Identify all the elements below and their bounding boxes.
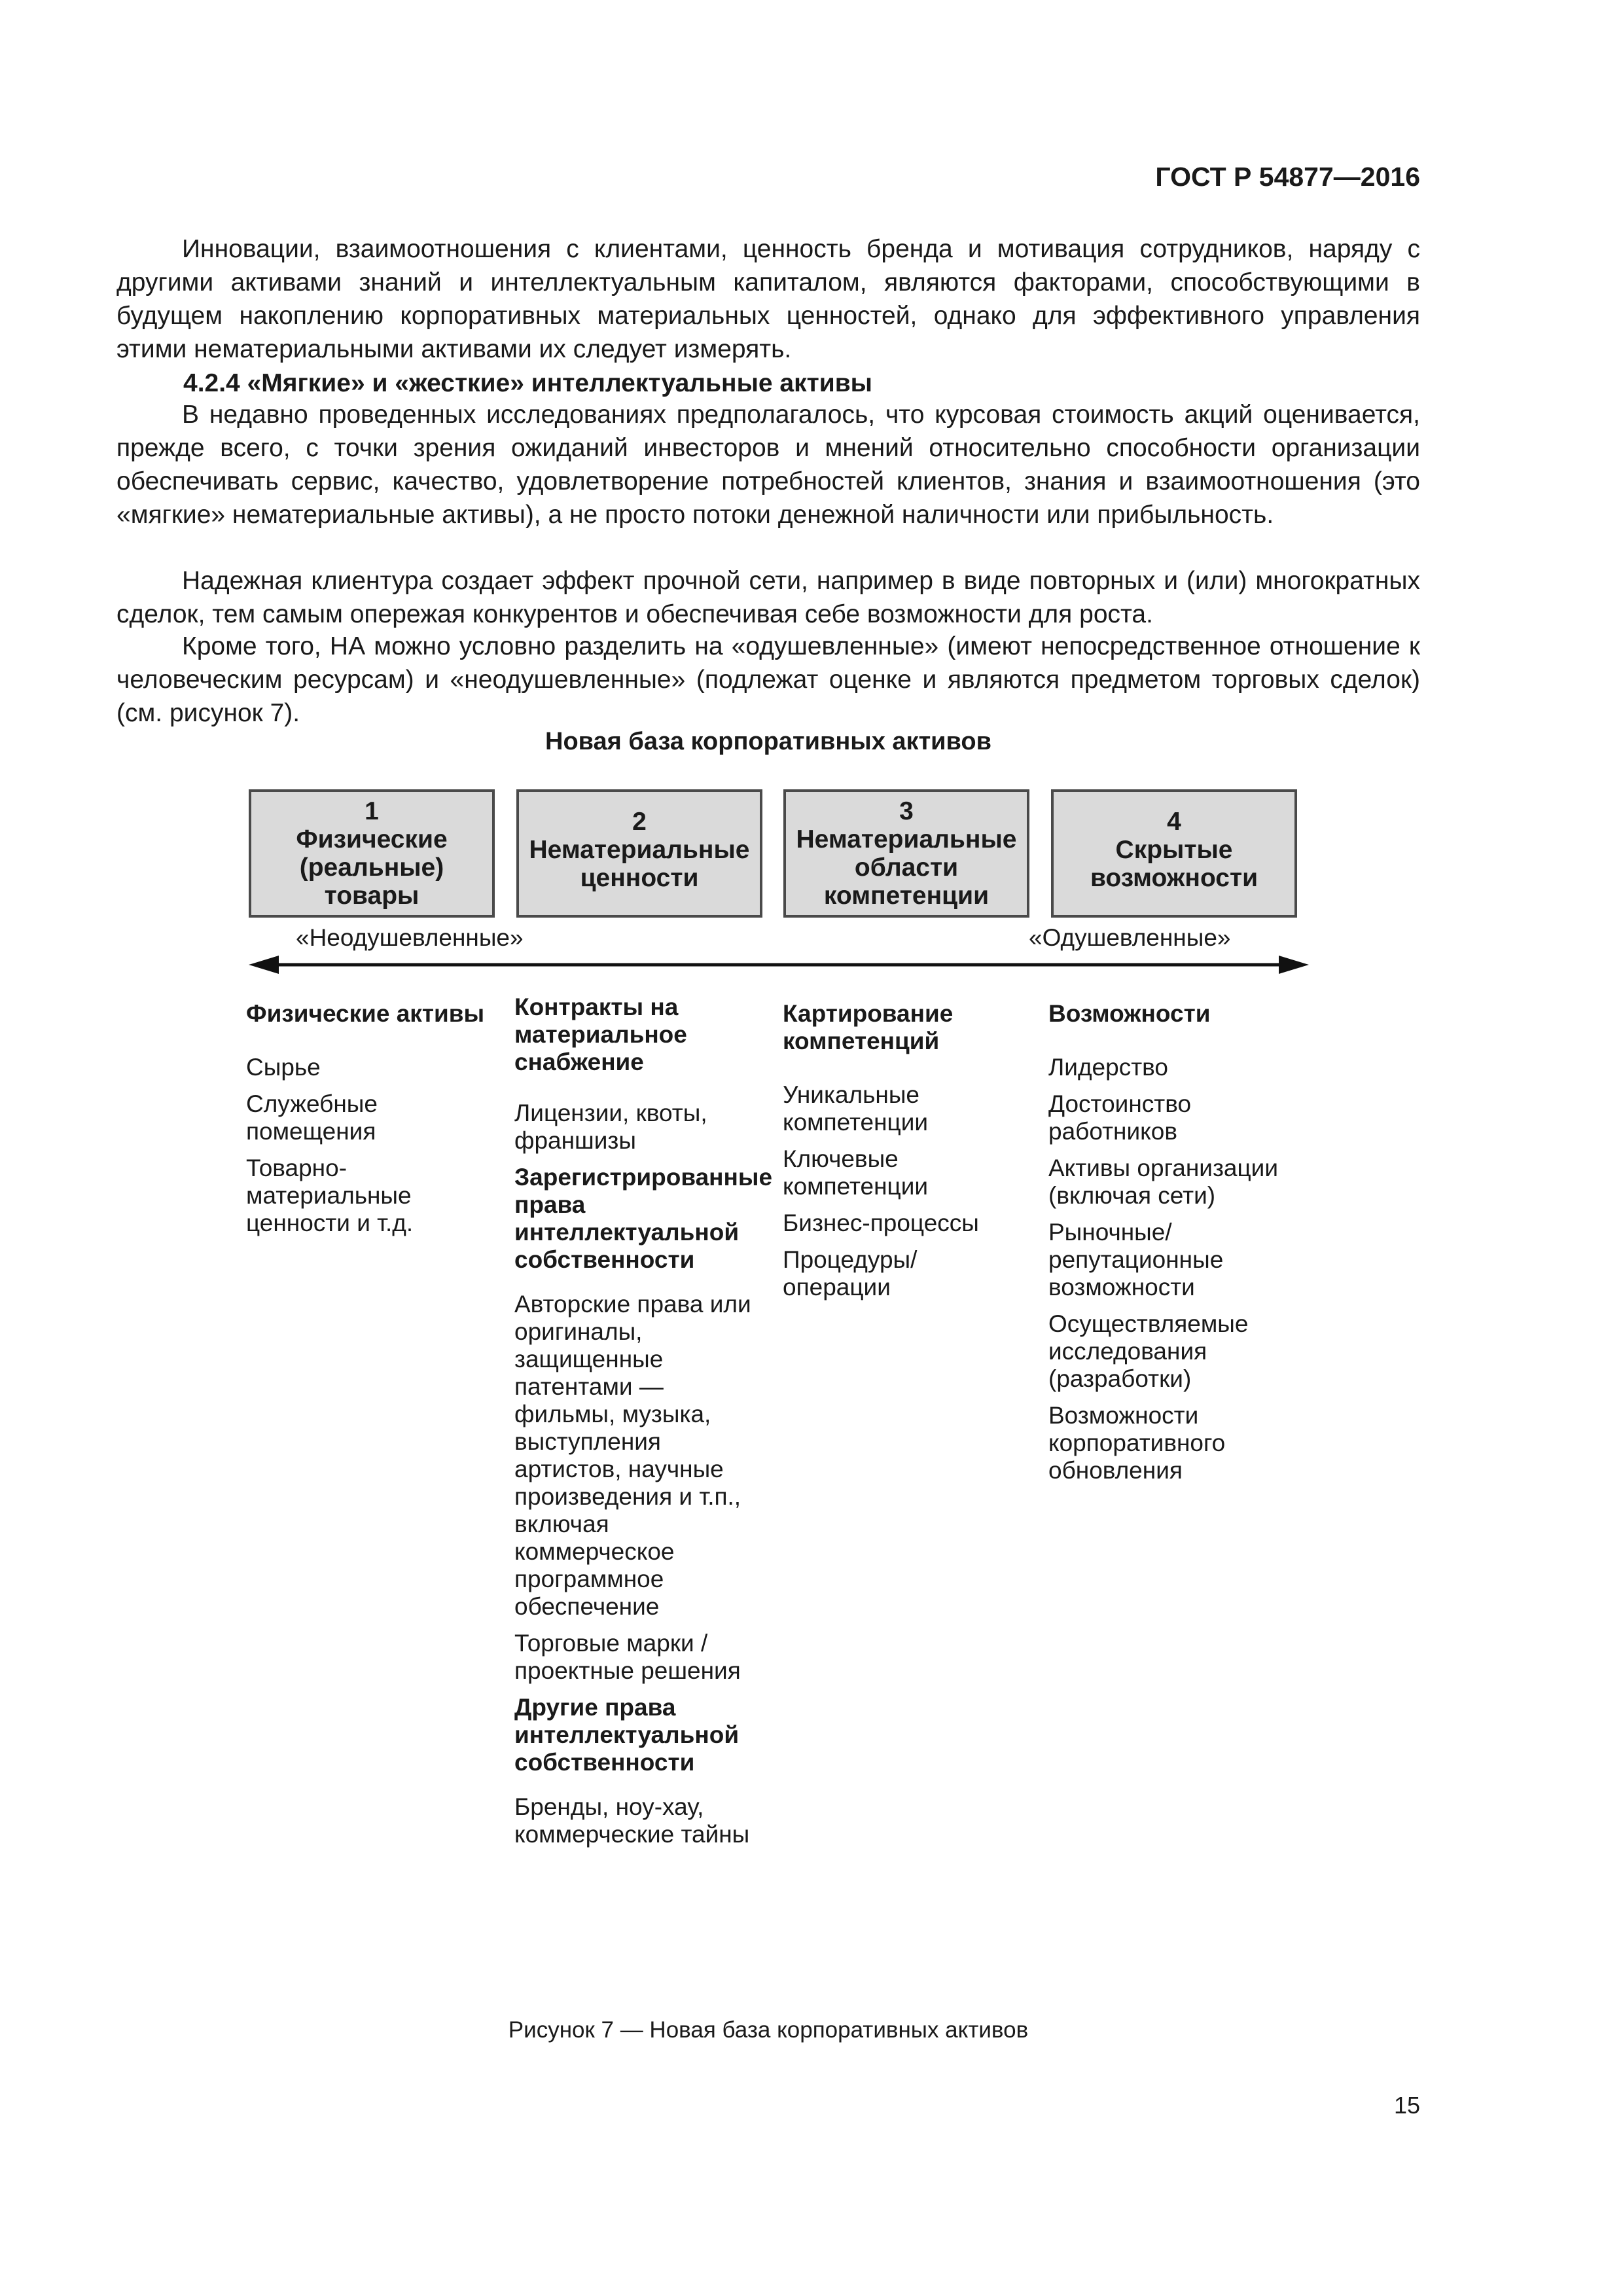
box-intangible-competence bbox=[783, 789, 1029, 918]
list-item: Процедуры/ операции bbox=[783, 1246, 918, 1300]
list-item: Достоинство работников bbox=[1048, 1090, 1192, 1145]
axis-label-inanimate: «Неодушевленные» bbox=[296, 924, 524, 951]
section-heading: 4.2.4 «Мягкие» и «жесткие» интеллектуальные активы bbox=[183, 369, 872, 397]
box-intangible-values bbox=[516, 789, 762, 918]
box-number: 3 bbox=[899, 797, 914, 825]
box-line: возможности bbox=[1090, 864, 1258, 892]
list-item: Служебные помещения bbox=[246, 1090, 378, 1145]
figure-caption: Рисунок 7 — Новая база корпоративных активов bbox=[508, 2017, 1029, 2043]
box-hidden-opportunities bbox=[1051, 789, 1297, 918]
box-line: (реальные) bbox=[299, 853, 444, 882]
column-heading: Возможности bbox=[1048, 1000, 1211, 1027]
column-physical-assets bbox=[246, 1000, 495, 1246]
list-item: Лицензии, квоты, франшизы bbox=[514, 1100, 707, 1154]
box-line: Скрытые bbox=[1115, 836, 1233, 864]
paragraph-research: В недавно проведенных исследованиях предполагалось, что курсовая стоимость акций оценивается, прежде всего, с точки зрения ожиданий инвесторов и мнений относительно способности организации обеспечивать сервис, качество, удовлетворение потребностей клиентов, знания и взаимоотношения (это «мягкие» нематериальные активы), а не просто потоки денежной наличности или прибыльность. bbox=[116, 401, 1420, 529]
axis-label-animate: «Одушевленные» bbox=[1029, 924, 1231, 951]
list-item: Лидерство bbox=[1048, 1054, 1168, 1081]
paragraph-innovations: Инновации, взаимоотношения с клиентами, ценность бренда и мотивация сотрудников, наряду с другими активами знаний и интеллектуальным капиталом, являются факторами, способствующими в будущем накоплению корпоративных материальных ценностей, однако для эффективного управления этими нематериальными активами их следует измерять. bbox=[116, 235, 1420, 363]
box-number: 1 bbox=[365, 797, 379, 825]
column-heading: Физические активы bbox=[246, 1000, 485, 1027]
list-item: Торговые марки / проектные решения bbox=[514, 1630, 741, 1684]
box-line: Физические bbox=[296, 825, 448, 853]
subheading: Другие права интеллектуальной собственности bbox=[514, 1694, 740, 1776]
column-opportunities bbox=[1048, 1000, 1297, 1494]
list-item: Рыночные/ репутационные возможности bbox=[1048, 1219, 1224, 1300]
column-heading: Контракты на материальное снабжение bbox=[514, 994, 687, 1075]
list-item: Товарно-материальные ценности и т.д. bbox=[246, 1155, 414, 1236]
paragraph-classification: Кроме того, НА можно условно разделить на «одушевленные» (имеют непосредственное отношение к человеческим ресурсам) и «неодушевленные» (подлежат оценке и являются предметом торговых сделок) (см. рисунок 7). bbox=[116, 632, 1420, 727]
box-number: 4 bbox=[1167, 808, 1181, 836]
list-item: Бренды, ноу-хау, коммерческие тайны bbox=[514, 1793, 750, 1848]
box-line: ценности bbox=[580, 864, 699, 892]
list-item: Активы организации (включая сети) bbox=[1048, 1155, 1279, 1209]
box-line: товары bbox=[324, 882, 419, 910]
box-line: области bbox=[854, 853, 959, 882]
page-number: 15 bbox=[1393, 2092, 1420, 2119]
column-intangible-values bbox=[514, 994, 773, 1857]
list-item: Бизнес-процессы bbox=[783, 1210, 979, 1236]
paragraph-clientele: Надежная клиентура создает эффект прочной сети, например в виде повторных и (или) многократных сделок, тем самым опережая конкурентов и обеспечивая себе возможности для роста. bbox=[116, 567, 1420, 628]
figure-title: Новая база корпоративных активов bbox=[545, 728, 991, 755]
double-arrow-axis bbox=[249, 953, 1309, 977]
list-item: Сырье bbox=[246, 1054, 321, 1081]
subheading: Зарегистрированные права интеллектуальной собственности bbox=[514, 1164, 773, 1273]
list-item: Возможности корпоративного обновления bbox=[1048, 1402, 1226, 1484]
box-physical-goods bbox=[249, 789, 495, 918]
list-item: Авторские права или оригиналы, защищенные патентами — фильмы, музыка, выступления артистов, научные произведения и т.п., включая коммерческое программное обеспечение bbox=[514, 1291, 751, 1620]
box-line: Нематериальные bbox=[529, 836, 750, 864]
list-item: Уникальные компетенции bbox=[783, 1081, 929, 1136]
column-competence-mapping bbox=[783, 1000, 1031, 1310]
list-item: Осуществляемые исследования (разработки) bbox=[1048, 1310, 1249, 1392]
list-item: Ключевые компетенции bbox=[783, 1145, 929, 1200]
box-number: 2 bbox=[632, 808, 647, 836]
box-line: компетенции bbox=[823, 882, 990, 910]
box-line: Нематериальные bbox=[796, 825, 1017, 853]
column-heading: Картирование компетенций bbox=[783, 1000, 954, 1054]
standard-code: ГОСТ Р 54877—2016 bbox=[1155, 162, 1420, 192]
